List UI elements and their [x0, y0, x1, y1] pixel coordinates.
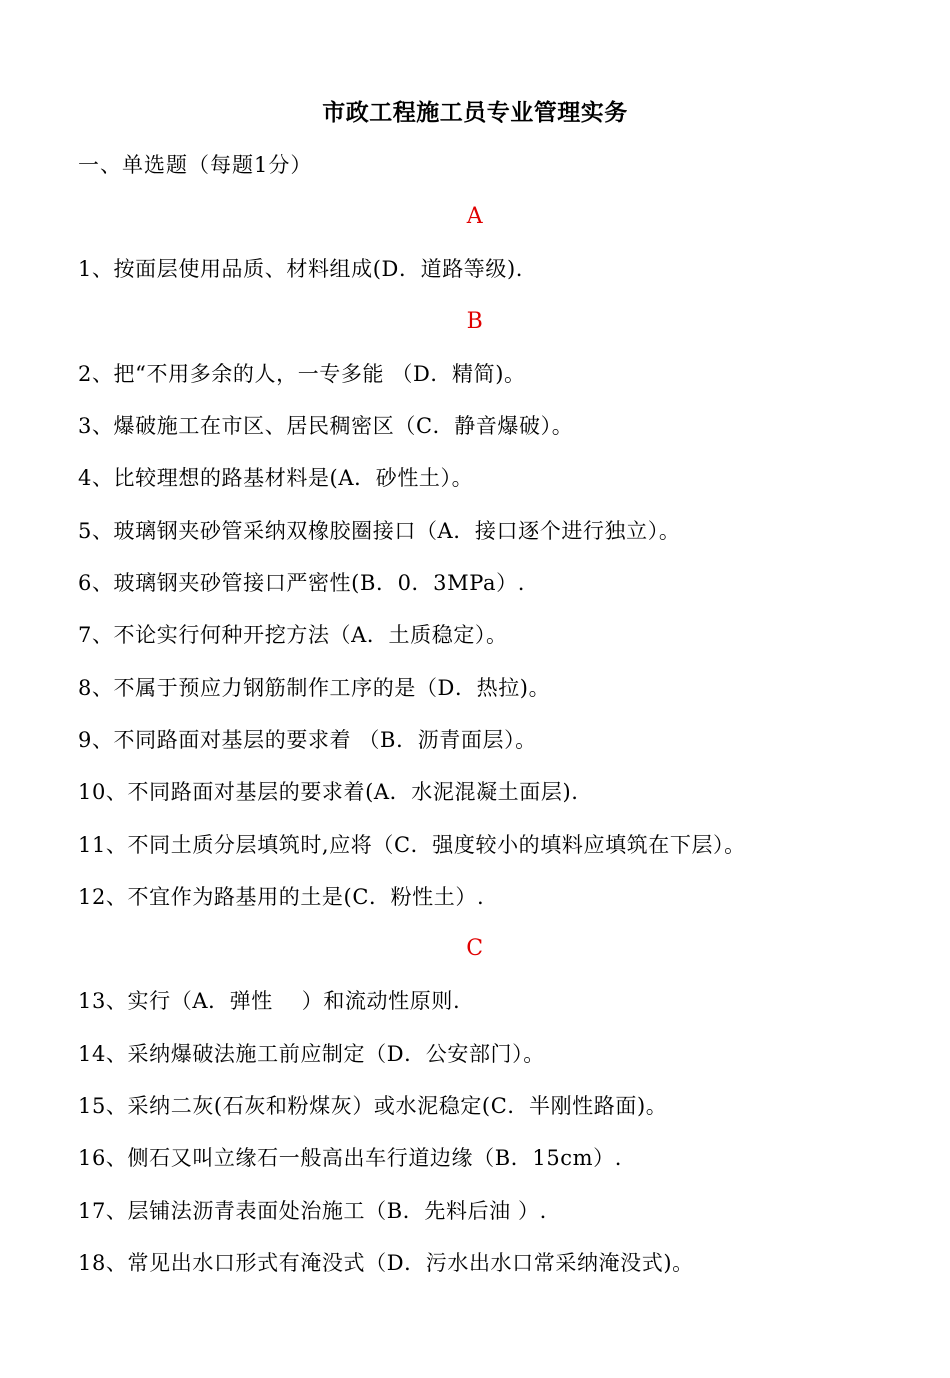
question-item-6: 6、玻璃钢夹砂管接口严密性(B．0．3MPa）.: [78, 571, 525, 596]
question-item-5: 5、玻璃钢夹砂管采纳双橡胶圈接口（A．接口逐个进行独立）。: [78, 518, 681, 543]
question-item-14: 14、采纳爆破法施工前应制定（D．公安部门）。: [78, 1041, 545, 1066]
letter-heading-b: B: [466, 308, 484, 334]
question-item-13: 13、实行（A．弹性 ）和流动性原则.: [78, 989, 461, 1014]
question-item-8: 8、不属于预应力钢筋制作工序的是（D．热拉)。: [78, 675, 551, 700]
question-item-16: 16、侧石又叫立缘石一般高出车行道边缘（B．15cm）.: [78, 1146, 623, 1171]
question-item-17: 17、层铺法沥青表面处治施工（B．先料后油 ）.: [78, 1198, 547, 1223]
question-item-7: 7、不论实行何种开挖方法（A．土质稳定）。: [78, 623, 508, 648]
section-heading: 一、单选题（每题1分）: [78, 153, 313, 177]
question-item-18: 18、常见出水口形式有淹没式（D．污水出水口常采纳淹没式)。: [78, 1250, 694, 1275]
letter-heading-a: A: [466, 204, 484, 229]
question-item-10: 10、不同路面对基层的要求着(A．水泥混凝土面层).: [78, 780, 579, 805]
question-item-4: 4、比较理想的路基材料是(A．砂性土）。: [78, 466, 474, 491]
question-item-15: 15、采纳二灰(石灰和粉煤灰）或水泥稳定(C．半刚性路面)。: [78, 1094, 668, 1119]
question-item-1: 1、按面层使用品质、材料组成(D．道路等级).: [78, 257, 524, 282]
letter-heading-c: C: [466, 936, 484, 962]
question-item-12: 12、不宜作为路基用的土是(C．粉性土）.: [78, 884, 485, 909]
question-item-3: 3、爆破施工在市区、居民稠密区（C．静音爆破）。: [78, 414, 574, 439]
question-item-11: 11、不同土质分层填筑时,应将（C．强度较小的填料应填筑在下层）。: [78, 832, 746, 857]
question-item-9: 9、不同路面对基层的要求着 （B．沥青面层）。: [78, 727, 537, 752]
question-item-2: 2、把“不用多余的人，一专多能 （D．精简)。: [78, 361, 526, 386]
page-title: 市政工程施工员专业管理实务: [322, 99, 628, 126]
question-list: [78, 200, 938, 1298]
